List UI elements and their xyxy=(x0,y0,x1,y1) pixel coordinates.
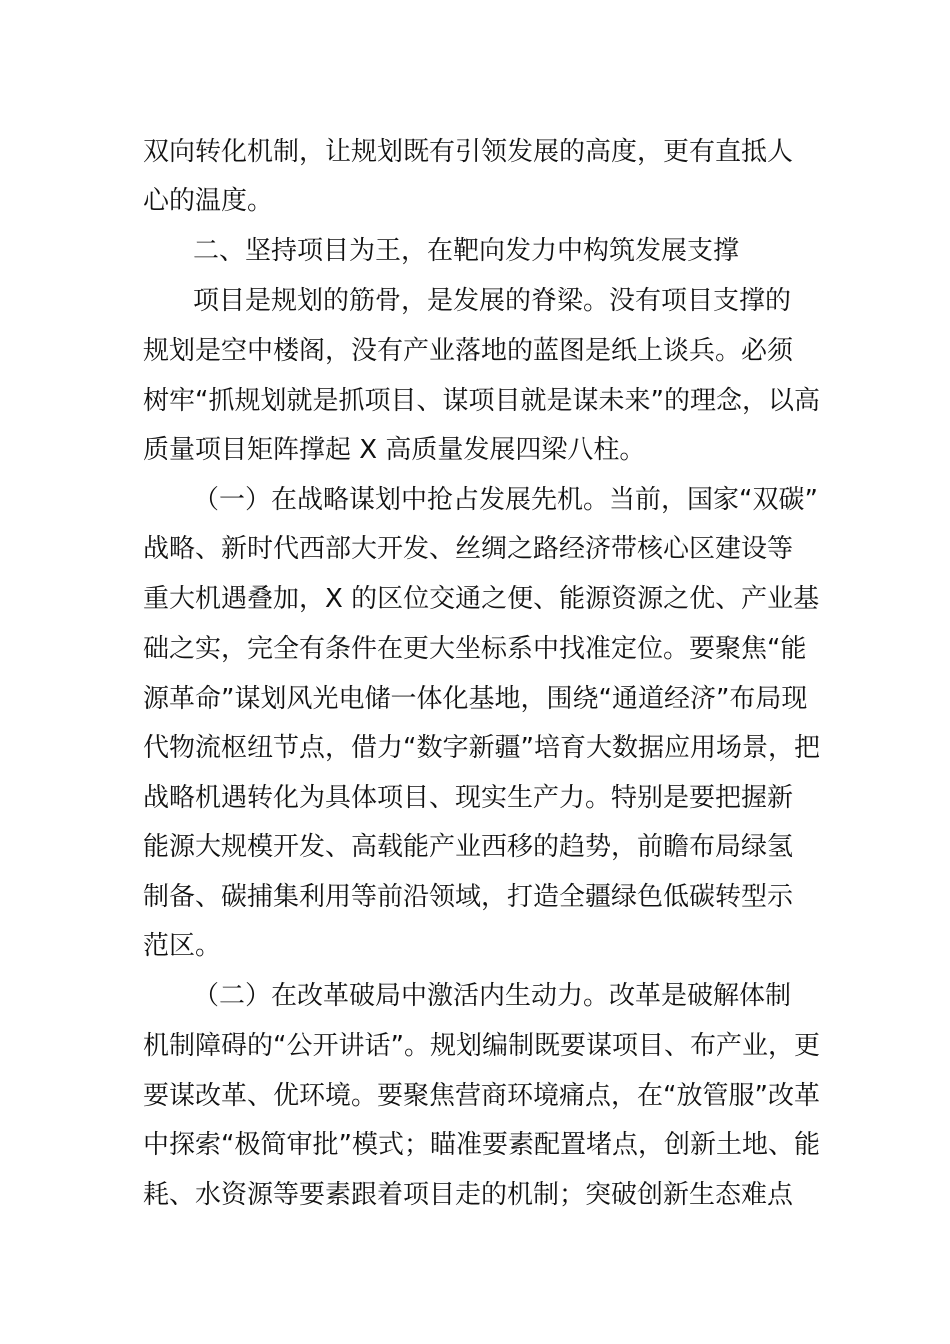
text-line: 战略、新时代西部大开发、丝绸之路经济带核心区建设等 xyxy=(143,534,794,564)
text-line: 耗、水资源等要素跟着项目走的机制；突破创新生态难点 xyxy=(143,1180,794,1210)
text-line: 机制障碍的“公开讲话”。规划编制既要谋项目、布产业，更 xyxy=(143,1031,820,1061)
text-line: 心的温度。 xyxy=(143,186,274,216)
subsection-line: （二）在改革破局中激活内生动力。改革是破解体制 xyxy=(193,981,792,1011)
text-line: 质量项目矩阵撑起 X 高质量发展四梁八柱。 xyxy=(143,435,646,465)
section-heading: 二、坚持项目为王，在靶向发力中构筑发展支撑 xyxy=(193,236,740,266)
text-line: 战略机遇转化为具体项目、现实生产力。特别是要把握新 xyxy=(143,783,794,813)
text-line: 要谋改革、优环境。要聚焦营商环境痛点，在“放管服”改革 xyxy=(143,1081,820,1111)
text-line: 规划是空中楼阁，没有产业落地的蓝图是纸上谈兵。必须 xyxy=(143,336,794,366)
text-line: 范区。 xyxy=(143,931,222,961)
text-line: 能源大规模开发、高载能产业西移的趋势，前瞻布局绿氢 xyxy=(143,832,794,862)
text-line: 重大机遇叠加，X 的区位交通之便、能源资源之优、产业基 xyxy=(143,584,820,614)
text-line: 双向转化机制，让规划既有引领发展的高度，更有直抵人 xyxy=(143,137,794,167)
text-line: 树牢“抓规划就是抓项目、谋项目就是谋未来”的理念，以高 xyxy=(143,386,820,416)
text-line: 制备、碳捕集利用等前沿领域，打造全疆绿色低碳转型示 xyxy=(143,882,794,912)
text-line: 项目是规划的筋骨，是发展的脊梁。没有项目支撑的 xyxy=(193,286,792,316)
text-line: 础之实，完全有条件在更大坐标系中找准定位。要聚焦“能 xyxy=(143,634,807,664)
text-line: 中探索“极简审批”模式；瞄准要素配置堵点，创新土地、能 xyxy=(143,1130,820,1160)
text-line: 代物流枢纽节点，借力“数字新疆”培育大数据应用场景，把 xyxy=(143,733,820,763)
text-line: 源革命”谋划风光电储一体化基地，围绕“通道经济”布局现 xyxy=(143,684,808,714)
subsection-line: （一）在战略谋划中抢占发展先机。当前，国家“双碳” xyxy=(193,485,818,515)
